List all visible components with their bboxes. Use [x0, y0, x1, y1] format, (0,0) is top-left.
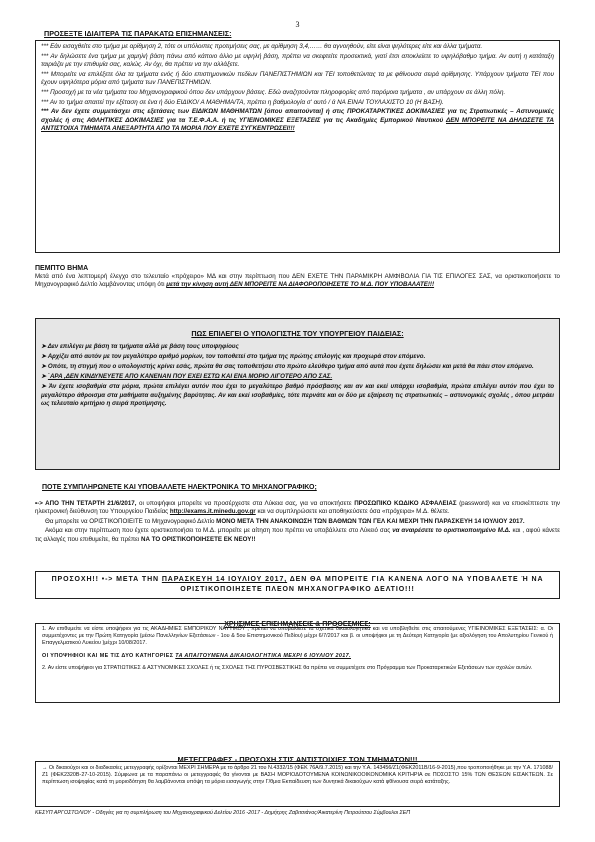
finalize-deadline: ΜΟΝΟ ΜΕΤΑ ΤΗΝ ΑΝΑΚΟΙΝΩΣΗ ΤΩΝ ΒΑΘΜΩΝ ΤΩΝ ΓΕΛ ΚΑΙ ΜΕΧΡΙ ΤΗΝ ΠΑΡΑΣΚΕΥΗ 14 ΙΟΥΛΙΟΥ 2017. — [216, 517, 525, 525]
ministry-link[interactable]: http://exams.it.minedu.gov.gr — [169, 508, 256, 516]
computer-selection-heading: ΠΩΣ ΕΠΙΛΕΓΕΙ Ο ΥΠΟΛΟΓΙΣΤΗΣ ΤΟΥ ΥΠΟΥΡΓΕΙΟΥ ΠΑΙΔΕΙΑΣ: — [191, 329, 404, 338]
precaution-item: *** Μπορείτε να επιλέξετε όλα τα τμήματα ενός ή δύο επιστημονικών πεδίων ΠΑΝΕΠΙΣΤΗΜΙΩΝ και ΤΕΙ τοποθετώντας τα με φθίνουσα σειρά αρίθμησης. Υπάρχουν τμήματα ΤΕΙ που έχουν υψηλότερα μόρια από τμήματα των ΠΑΝΕΠΙΣΤΗΜΙΩΝ. — [41, 70, 554, 87]
refinalize-emphasis: ΝΑ ΤΟ ΟΡΙΣΤΙΚΟΠΟΙΗΣΕΤΕ ΕΚ ΝΕΟΥ!! — [141, 535, 256, 543]
fifth-step-heading: ΠΕΜΠΤΟ ΒΗΜΑ — [35, 265, 89, 272]
useful-notes-box — [35, 623, 560, 703]
precaution-item: *** Αν δηλώσετε ένα τμήμα με χαμηλή βάση πάνω από κάποιο άλλο με υψηλή βάση, πρέπει να σκεφτείτε προσεκτικά, γιατί έτσι αποκλείετε το υψηλόβαθμο τμήμα. Αν αυτή η κατάταξη ταιριάζει με την επιθυμία σας, καλώς. Αν όχι, θα πρέπει να την αλλάξετε. — [41, 52, 554, 69]
warning-prefix: ΠΡΟΣΟΧΗ!! •-> ΜΕΤΑ ΤΗΝ — [51, 576, 159, 583]
transfers-heading: ΜΕΤΕΓΓΡΑΦΕΣ - ΠΡΟΣΟΧΗ ΣΤΙΣ ΑΝΤΙΣΤΟΙΧΙΕΣ ΤΩΝ ΤΜΗΜΑΤΩΝ!!! — [177, 755, 418, 764]
transfers-text: → Οι δικαιούχοι και οι διαδικασίες μετεγγραφής ορίζονται ΜΕΧΡΙ ΣΗΜΕΡΑ με το άρθρο 21 του Ν.4332/15 (ΦΕΚ 76Α/9.7.2015) και την Υ.Α. 143456/Ζ1(ΦΕΚ2011Β/16-9-2015),που τροποποιήθηκε με την Υ.Α. 171088/Ζ1 (ΦΕΚ2320Β-27-10-2015). Σύμφωνα με τα παραπάνω οι μετεγγραφές θα γίνονται με ΒΑΣΗ ΜΟΡΙΟΔΟΤΟΥΜΕΝΑ ΚΟΙΝΩΝΙΚΟΟΙΚΟΝΟΜΙΚΑ ΚΡΙΤΗΡΙΑ σε ΠΟΣΟΣΤΟ 15% ΤΩΝ ΘΕΣΕΩΝ ΕΙΣΑΚΤΕΩΝ. Σε περίπτωση ισοψηφίας κατά τη μοριοδότηση θα λαμβάνονται υπόψη τα μόρια εισαγωγής στην Γ/θμια Εκπαίδευση των δυνητικά δικαιούχων κατά φθίνουσα σειρά κατάταξης. — [42, 765, 553, 786]
submission-text — [35, 500, 560, 544]
submission-text-part: οι υποψήφιοι μπορείτε να προσέρχεστε στα Λύκεια σας, για να αποκτήσετε — [139, 500, 352, 507]
useful-note-deadline: ΤΑ ΑΠΑΙΤΟΥΜΕΝΑ ΔΙΚΑΙΟΛΟΓΗΤΙΚΑ ΜΕΧΡΙ 6 ΙΟΥΛΙΟΥ 2017. — [175, 652, 351, 659]
selection-rule: Δεν επιλέγει με βάση τα τμήματα αλλά με βάση τους υποψηφίους — [47, 343, 239, 350]
useful-note-item: 2. Αν είστε υποψήφιοι για ΣΤΡΑΤΙΩΤΙΚΕΣ & ΑΣΤΥΝΟΜΙΚΕΣ ΣΧΟΛΕΣ ή τις ΣΧΟΛΕΣ ΤΗΣ ΠΥΡΟΣΒΕΣΤΙΚΗΣ θα πρέπει να συμμετέχετε στο Πρόγραμμα των Προκαταρκτικών Εξετάσεων των σχολών αυτών. — [42, 664, 533, 671]
selection-rule: Οπότε, τη στιγμή που ο υπολογιστής κρίνει εσάς, πρώτα θα σας τοποθετήσει στο πρώτο ελεύθερο τμήμα από αυτά που έχετε δηλώσει και μετά θα πάει στον επόμενο. — [47, 362, 534, 370]
fifth-step-text: Μετά από ένα λεπτομερή έλεγχο στο τελευταίο «πρόχειρο» ΜΔ και στην περίπτωση που ΔΕΝ ΕΧΕΤΕ ΤΗΝ ΠΑΡΑΜΙΚΡΗ ΑΜΦΙΒΟΛΙΑ ΓΙΑ ΤΙΣ ΕΠΙΛΟΓΕΣ ΣΑΣ, να οριστικοποιήσετε το Μηχανογραφικό Δελτίο λαμβάνοντας υπόψη ότι — [35, 273, 560, 289]
precautions-heading: ΠΡΟΣΕΞΤΕ ΙΔΙΑΙΤΕΡΑ ΤΙΣ ΠΑΡΑΚΑΤΩ ΕΠΙΣΗΜΑΝΣΕΙΣ: — [44, 29, 232, 38]
submission-text-part: (password) και να επισκέπτεστε την ηλεκτρονική διεύθυνση του Υπουργείου Παιδείας — [35, 500, 560, 516]
submission-heading: ΠΟΤΕ ΣΥΜΠΛΗΡΩΝΕΤΕ ΚΑΙ ΥΠΟΒΑΛΛΕΤΕ ΗΛΕΚΤΡΟΝΙΚΑ ΤΟ ΜΗΧΑΝΟΓΡΑΦΙΚΟ; — [42, 484, 317, 491]
precaution-item: *** Αν το τμήμα απαιτεί την εξέταση σε ένα ή δύο ΕΙΔΙΚΟ/ Α ΜΑΘΗΜΑ/ΤΑ, πρέπει η βαθμολογία σ' αυτό / ά ΝΑ ΕΙΝΑΙ ΤΟΥΛΑΧΙΣΤΟ 10 (Η ΒΑΣΗ). — [41, 98, 444, 106]
selection-rule: ΄ΑΡΑ ,ΔΕΝ ΚΙΝΔΥΝΕΥΕΤΕ ΑΠΟ ΚΑΝΕΝΑΝ ΠΟΥ ΕΧΕΙ ΕΣΤΩ ΚΑΙ ΕΝΑ ΜΟΡΙΟ ΛΙΓΟΤΕΡΟ ΑΠΟ ΣΑΣ. — [47, 372, 333, 380]
transfers-box — [35, 761, 560, 807]
precaution-item: *** Προσοχή με τα νέα τμήματα του Μηχανογραφικού όπου δεν υπάρχουν βάσεις. Εδώ αναζητούνται πληροφορίες από παρόμοια τμήματα , αν υπάρχουν σε άλλη πόλη. — [41, 88, 506, 96]
precaution-item: *** Αν δεν έχετε συμμετάσχει στις εξετάσεις των ΕΙΔΙΚΩΝ ΜΑΘΗΜΑΤΩΝ [όπου απαιτούνται] ή στις ΠΡΟΚΑΤΑΡΚΤΙΚΕΣ ΔΟΚΙΜΑΣΙΕΣ για τις Στρατιωτικές – Αστυνομικές σχολές ή στις ΑΘΛΗΤΙΚΕΣ ΔΟΚΙΜΑΣΙΕΣ για τα Τ.Ε.Φ.Α.Α. ή τις ΥΓΙΕΙΝΟΜΙΚΕΣ ΕΞΕΤΑΣΕΙΣ για τις Ακαδημίες Εμπορικού Ναυτικού — [41, 108, 554, 124]
submission-text-part: και να συμπληρώσετε και αποθηκεύσετε όσα «πρόχειρα» Μ.Δ. θέλετε. — [257, 508, 450, 516]
cancel-text: Ακόμα και στην περίπτωση που έχετε οριστικοποιήσει το Μ.Δ. μπορείτε με αίτηση που πρέπει να υποβάλλετε στο Λύκειό σας — [45, 527, 391, 535]
warning-text: ΔΕΝ ΘΑ ΜΠΟΡΕΙΤΕ ΓΙΑ ΚΑΝΕΝΑ ΛΟΓΟ ΝΑ ΥΠΟΒΑΛΕΤΕ Ή ΝΑ ΟΡΙΣΤΙΚΟΠΟΙΗΣΕΤΕ ΠΛΕΟΝ ΜΗΧΑΝΟΓΡΑΦΙΚΟ ΔΕΛΤΙΟ!!! — [180, 576, 544, 593]
precaution-item: *** Εάν εισαχθείτε στο τμήμα με αρίθμηση 2, τότε οι υπόλοιπες προτιμήσεις σας, με αρίθμηση 3,4,…… θα αγνοηθούν, είτε είναι ψηλότερες είτε και άλλα τμήματα. — [41, 43, 483, 50]
finalize-text: Θα μπορείτε να ΟΡΙΣΤΙΚΟΠΟΙΕΙΤΕ το Μηχανογραφικό Δελτίο — [45, 517, 215, 525]
password-label: ΠΡΟΣΩΠΙΚΟ ΚΩΔΙΚΟ ΑΣΦΑΛΕΙΑΣ — [354, 500, 457, 507]
precaution-warning: ΔΕΝ ΜΠΟΡΕΙΤΕ ΝΑ ΔΗΛΩΣΕΤΕ ΤΑ ΑΝΤΙΣΤΟΙΧΑ ΤΜΗΜΑΤΑ ΑΝΕΞΑΡΤΗΤΑ ΑΠΟ ΤΑ ΜΟΡΙΑ ΠΟΥ ΕΧΕΤΕ ΣΥΓΚΕΝΤΡΩΣΕΙ!!! — [41, 116, 554, 133]
fifth-step-emphasis: μετά την κίνηση αυτή ΔΕΝ ΜΠΟΡΕΙΤΕ ΝΑ ΔΙΑΦΟΡΟΠΟΙΗΣΕΤΕ ΤΟ Μ.Δ. ΠΟΥ ΥΠΟΒΑΛΑΤΕ!!! — [166, 281, 435, 289]
deadline-warning-box — [35, 571, 560, 599]
warning-date: ΠΑΡΑΣΚΕΥΗ 14 ΙΟΥΛΙΟΥ 2017, — [161, 576, 288, 583]
submission-date: •-> ΑΠΟ ΤΗΝ ΤΕΤΑΡΤΗ 21/6/2017, — [35, 500, 137, 507]
computer-selection-box: ΠΩΣ ΕΠΙΛΕΓΕΙ Ο ΥΠΟΛΟΓΙΣΤΗΣ ΤΟΥ ΥΠΟΥΡΓΕΙΟΥ ΠΑΙΔΕΙΑΣ: ➤ Δεν επιλέγει με βάση τα τμήματα αλλά με βάση τους υποψηφίους ➤ Αρχίζει από αυτόν με τον μεγαλύτερο αριθμό μορίων, τον τοποθετεί στο τμήμα της πρώτης επιλογής και προχωρά στον επόμενο. ➤ Οπότε, τη στιγμή που ο υπολογιστής κρίνει εσάς, πρώτα θα σας τοποθετήσει στο πρώτο ελεύθερο τμήμα από αυτά που έχετε δηλώσει και μετά θα πάει στον επόμενο. ➤ ΄ΑΡΑ ,ΔΕΝ ΚΙΝΔΥΝΕΥΕΤΕ ΑΠΟ ΚΑΝΕΝΑΝ ΠΟΥ ΕΧΕΙ ΕΣΤΩ ΚΑΙ ΕΝΑ ΜΟΡΙΟ ΛΙΓΟΤΕΡΟ ΑΠΟ ΣΑΣ. ➤ Άν έχετε ισοβαθμία στα μόρια, πρώτα επιλέγει αυτόν που έχει το μεγαλύτερο βαθμό πρόσβασης και αν και εκεί υπάρχει ισοβαθμία, πρώτα επιλέγει αυτόν που έχει το μεγαλύτερο άθροισμα στα μαθήματα αυξημένης βαρύτητας. Αν και εκεί ισοβαθμίες, τότε περνάτε και οι δύο με εξαίρεση τις στρατιωτικές – αστυνομικές σχολές , όπου μετράει ως τελευταίο κριτήριο η σειρά προτίμησης. — [35, 318, 560, 470]
selection-rule: Αρχίζει από αυτόν με τον μεγαλύτερο αριθμό μορίων, τον τοποθετεί στο τμήμα της πρώτης επιλογής και προχωρά στον επόμενο. — [47, 352, 426, 360]
useful-note-line: ΟΙ ΥΠΟΨΗΦΙΟΙ ΚΑΙ ΜΕ ΤΙΣ ΔΥΟ ΚΑΤΗΓΟΡΙΕΣ — [42, 652, 174, 659]
page-number: 3 — [295, 20, 300, 29]
useful-note-item: 1. Αν επιθυμείτε να είστε υποψήφιοι για τις ΑΚΑΔΗΜΙΕΣ ΕΜΠΟΡΙΚΟΥ ΝΑΥΤΙΚΟΥ , πρέπει να υποβάλλετε τα σχετικά δικαιολογητικά και να υποβληθείτε στις απαιτούμενες ΥΓΙΕΙΝΟΜΙΚΕΣ ΕΞΕΤΑΣΕΙΣ: α. Οι συμμετέχοντες με την Πρώτη Κατηγορία (μέσω Πανελληνίων Εξετάσεων - 1ου & 5ου Επιστημονικού Πεδίου) μέχρι 6/7/2017 και β. οι υποψήφιοι με τη Δεύτερη Κατηγορία (με αξιολόγηση του Απολυτηρίου Γενικού ή Επαγγελματικού Λυκείου )μέχρι 10/08/2017. — [42, 626, 553, 647]
precautions-box — [35, 40, 560, 253]
useful-notes-heading: ΧΡΗΣΙΜΕΣ ΕΠΙΣΗΜΑΝΣΕΙΣ & ΠΡΟΘΕΣΜΙΕΣ: — [224, 621, 371, 628]
selection-rule: Άν έχετε ισοβαθμία στα μόρια, πρώτα επιλέγει αυτόν που έχει το μεγαλύτερο βαθμό πρόσβασης και αν και εκεί υπάρχει ισοβαθμία, πρώτα επιλέγει αυτόν που έχει το μεγαλύτερο άθροισμα στα μαθήματα αυξημένης βαρύτητας. Αν και εκεί ισοβαθμίες, τότε περνάτε και οι δύο με εξαίρεση τις στρατιωτικές – αστυνομικές σχολές , όπου μετράει ως τελευταίο κριτήριο η σειρά προτίμησης. — [41, 382, 554, 408]
cancel-text: και , αφού κάνετε τις αλλαγές που επιθυμείτε, θα πρέπει — [35, 527, 560, 543]
footer: ΚΕΣΥΠ ΑΡΓΟΣΤΟΛΙΟΥ - Οδηγίες για τη συμπλήρωση του Μηχανογραφικού Δελτίου 2016 -2017 - Δημήτρης Ζαβιτσιάνος/Αικατερίνη Πετρούτσου Σύμβουλοι ΣΕΠ — [35, 810, 411, 816]
cancel-emphasis: να αναιρέσετε το οριστικοποιημένο Μ.Δ. — [392, 527, 511, 535]
